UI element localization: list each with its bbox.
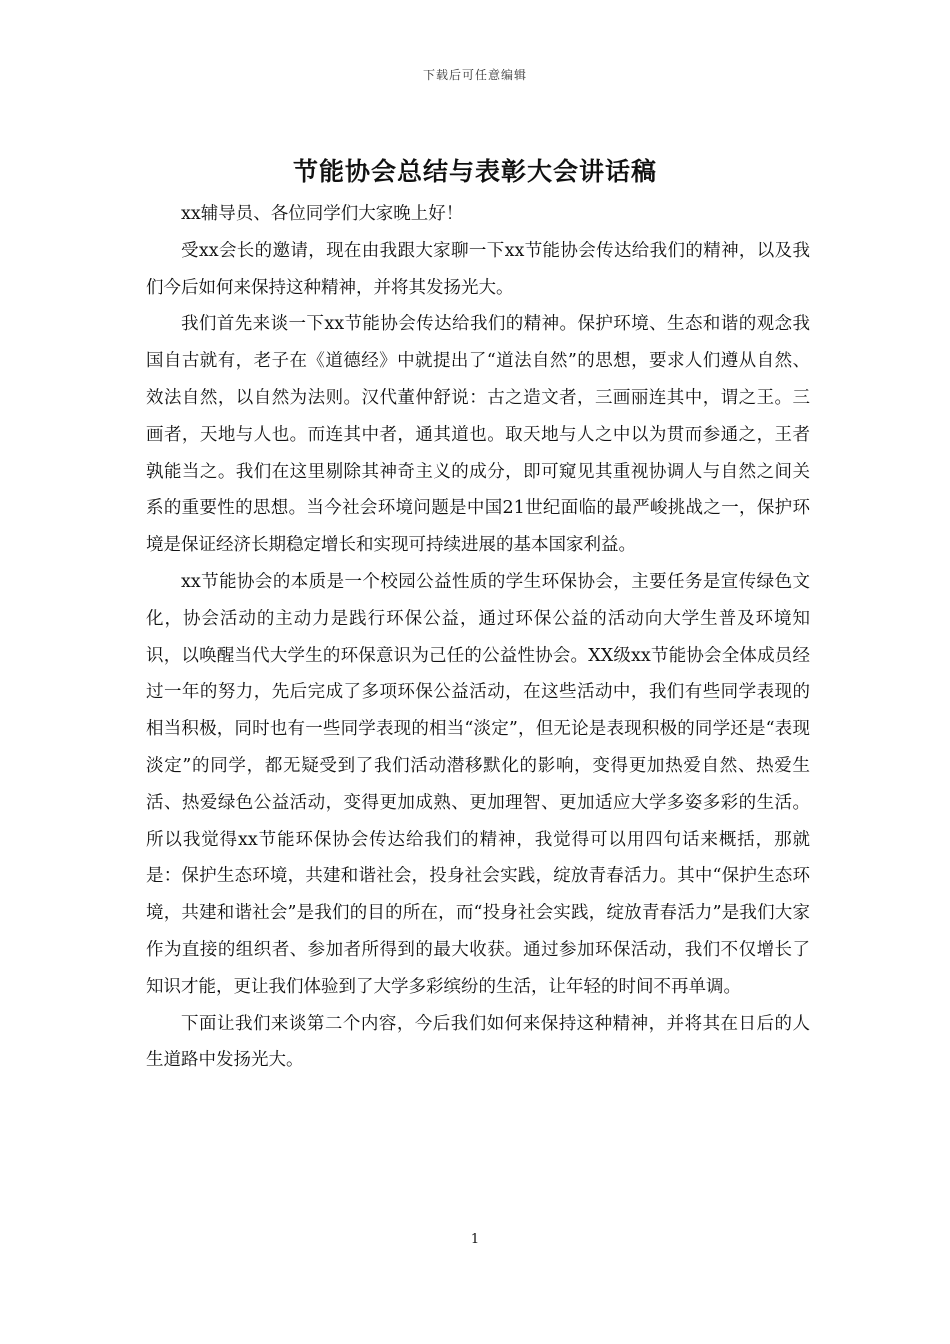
paragraph-greeting: xx辅导员、各位同学们大家晚上好！ xyxy=(181,204,464,224)
paragraph-next-topic: 下面让我们来谈第二个内容，今后我们如何来保持这种精神，并将其在日后的人生道路中发扬光大。 xyxy=(146,1013,810,1071)
document-body xyxy=(146,196,810,1079)
document-title: 节能协会总结与表彰大会讲话稿 xyxy=(292,157,657,186)
paragraph-intro: 受xx会长的邀请，现在由我跟大家聊一下xx节能协会传达给我们的精神，以及我们今后如何来保持这种精神，并将其发扬光大。 xyxy=(146,240,810,298)
page-number: 1 xyxy=(470,1232,480,1247)
paragraph-spirit: 我们首先来谈一下xx节能协会传达给我们的精神。保护环境、生态和谐的观念我国自古就有，老子在《道德经》中就提出了“道法自然”的思想，要求人们遵从自然、效法自然，以自然为法则。汉代董仲舒说：古之造文者，三画丽连其中，谓之王。三画者，天地与人也。而连其中者，通其道也。取天地与人之中以为贯而参通之，王者孰能当之。我们在这里剔除其神奇主义的成分，即可窥见其重视协调人与自然之间关系的重要性的思想。当今社会环境问题是中国21世纪面临的最严峻挑战之一，保护环境是保证经济长期稳定增长和实现可持续进展的基本国家利益。 xyxy=(146,314,810,556)
paragraph-association: xx节能协会的本质是一个校园公益性质的学生环保协会，主要任务是宣传绿色文化，协会活动的主动力是践行环保公益，通过环保公益的活动向大学生普及环境知识，以唤醒当代大学生的环保意识为己任的公益性协会。XX级xx节能协会全体成员经过一年的努力，先后完成了多项环保公益活动，在这些活动中，我们有些同学表现的相当积极，同时也有一些同学表现的相当“淡定”，但无论是表现积极的同学还是“表现淡定”的同学，都无疑受到了我们活动潜移默化的影响，变得更加热爱自然、热爱生活、热爱绿色公益活动，变得更加成熟、更加理智、更加适应大学多姿多彩的生活。所以我觉得xx节能环保协会传达给我们的精神，我觉得可以用四句话来概括，那就是：保护生态环境，共建和谐社会，投身社会实践，绽放青春活力。其中“保护生态环境，共建和谐社会”是我们的目的所在，而“投身社会实践，绽放青春活力”是我们大家作为直接的组织者、参加者所得到的最大收获。通过参加环保活动，我们不仅增长了知识才能，更让我们体验到了大学多彩缤纷的生活，让年轻的时间不再单调。 xyxy=(146,571,810,997)
header-note: 下载后可任意编辑 xyxy=(422,68,527,82)
